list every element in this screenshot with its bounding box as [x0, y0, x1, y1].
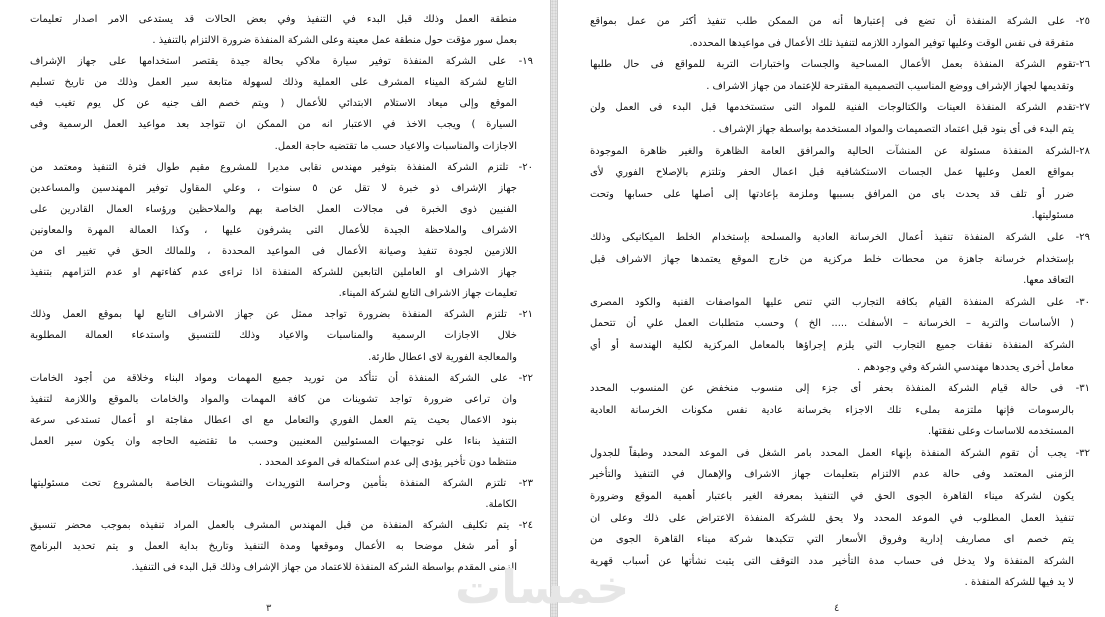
- text-line: بالرسومات فإنها ملتزمة بملىء تلك الاجزاء بخرسانة عادية نفس مكونات الخرسانة العادية: [590, 404, 1074, 416]
- text-line: يتم خصم اى مصاريف إدارية وفروق الأسعار التي تتكبدها شركة ميناء القاهرة الجوى من: [590, 534, 1074, 546]
- clause-paragraph: [590, 378, 1090, 443]
- text-line: الزمنى المعتمد وفى حالة عدم الالتزام بتعليمات جهاز الاشراف والإهمال في التنفيذ والتأخير: [590, 469, 1074, 481]
- text-line: الشركة المنفذة نفقات جميع التجارب التي يلزم إجراؤها بالمعامل المركزية لكلية الهندسة أو أي: [590, 339, 1074, 351]
- text-line: التعاقد معها.: [1023, 275, 1074, 287]
- text-line: ( الأساسات والتربة – الخرسانة – الأسفلت ..... الخ ) وحسب متطلبات العمل علي أن تتحمل: [590, 318, 1074, 330]
- text-line: ٢٢- على الشركة المنفذة أن تتأكد من توريد جميع المهمات ومواد البناء وخلاقة من أجود الخامات: [30, 372, 533, 384]
- text-line: السيارة ) ويجب الاخذ في الاعتبار انه من الممكن ان تتواجد بعد مواعيد العمل الرسمية وفى: [30, 119, 517, 131]
- document-page-left: [0, 0, 550, 617]
- clause-paragraph: [590, 11, 1090, 54]
- text-line: المستخدمه للاساسات وعلى نفقتها.: [928, 426, 1074, 438]
- clause-paragraph: [590, 227, 1090, 292]
- text-line: تنفيذ العمل المطلوب في الموعد المحدد ولا يحق للشركة المنفذة الاعتراض على ذلك وعلى ان: [590, 512, 1074, 524]
- clause-paragraph: [590, 443, 1090, 594]
- clause-paragraph: [30, 473, 533, 515]
- text-line: ٢٣- تلتزم الشركة المنفذة بتأمين وحراسة التوريدات والتشوينات الخاصة بالمشروع تحت مسئوليتها: [30, 478, 533, 490]
- text-line: ٢٧-تقدم الشركة المنفذة العينات والكتالوجات الفنية للمواد التى ستستخدمها قبل البدء فى العمل ولن: [590, 102, 1090, 114]
- clause-paragraph: [590, 54, 1090, 97]
- text-line: بمواقع العمل وعليها عمل الجسات الاستكشافية قبل اعمال الحفر وتلتزم بالإصلاح الفوري لأى: [590, 167, 1074, 179]
- text-line: منطقة العمل وذلك قبل البدء في التنفيذ وفي بعض الحالات قد يستدعى الامر اصدار تعليمات: [30, 14, 517, 25]
- page-number: ٣: [266, 603, 272, 614]
- clause-paragraph: [590, 141, 1090, 227]
- text-line: بإستخدام خرسانة جاهزة من محطات خلط مركزية من خارج الموقع يعتمدها جهاز الاشراف قبل: [590, 253, 1074, 265]
- text-line: مسئوليتها.: [1031, 210, 1074, 222]
- clause-paragraph: [30, 157, 533, 305]
- text-line: ٣١- فى حالة قيام الشركة المنفذة بحفر أى جزء إلى منسوب منخفض عن المنسوب المحدد: [590, 383, 1090, 395]
- text-line: بنود الاعمال بحيث يتم العمل الفوري والتعامل مع اى اعطال مفاجئة او أعمال تستدعى سرعة: [30, 414, 517, 426]
- text-line: ٢١- تلتزم الشركة المنفذة بضرورة تواجد ممثل عن جهاز الاشراف التابع لها بموقع العمل وذلك: [30, 309, 533, 321]
- text-line: ٣٢- يجب أن تقوم الشركة المنفذة بإنهاء العمل المحدد بامر الشغل فى الموعد المحدد وطبقاً للجدول: [590, 447, 1090, 459]
- page-gutter: [550, 0, 558, 617]
- clause-paragraph: [590, 97, 1090, 140]
- text-line: خلال الاجازات الرسمية والمناسبات والاعياد وذلك للتنسيق واستدعاء العمالة المطلوبة: [30, 330, 517, 342]
- text-line: متفرقة فى نفس الوقت وعليها توفير الموارد اللازمه لتنفيذ تلك الأعمال فى مواعيدها المحدده.: [689, 37, 1074, 49]
- text-line: التابع لشركة الميناء المشرف على العملية وذلك لسهولة متابعة سير العمل وذلك من تاريخ تسليم: [30, 77, 517, 89]
- text-line: الكاملة.: [485, 499, 517, 511]
- text-line: الاشراف والملاحظة الجيدة للأعمال التى يشرفون عليها ، وكذا العمالة المهرة والمعاونين: [30, 224, 517, 236]
- clause-paragraph: [30, 9, 533, 51]
- text-line: اللازمين لجودة تنفيذ وصيانة الأعمال فى المواعيد المحددة ، وللمالك الحق في تغيير اى من: [30, 246, 517, 258]
- watermark-logo: خمسات: [455, 560, 630, 614]
- clause-paragraph: [30, 368, 533, 473]
- text-line: التنفيذ بناءا على توجيهات المسئوليين المعنيين وحسب ما تقتضيه الحاجه وان يكون سير العمل: [30, 435, 517, 447]
- text-line: ٢٩- على الشركة المنفذة تنفيذ أعمال الخرسانة العادية والمسلحة بإستخدام الخلط الميكانيكى وذلك: [590, 231, 1090, 243]
- text-line: منتظما دون تأخير يؤدى إلى عدم استكماله فى الموعد المحدد .: [258, 456, 517, 468]
- text-line: الموقع وإلى ميعاد الاستلام الابتدائي للأعمال ( ويتم خصم الف جنيه عن كل يوم تغيب فيه: [30, 98, 517, 110]
- clause-paragraph: [30, 304, 533, 367]
- clause-paragraph: [590, 292, 1090, 378]
- text-line: ١٩- على الشركة المنفذة توفير سيارة ملاكي بحالة جيدة يقتصر استخدامها على جهاز الإشراف: [30, 56, 533, 68]
- text-line: ٢٠- تلتزم الشركة المنفذة بتوفير مهندس نقابى مديرا للمشروع مقيم طوال فترة التنفيذ ومعتمد من: [30, 161, 533, 173]
- text-line: ٢٦-تقوم الشركة المنفذة بعمل الأعمال المساحية والجسات واختبارات التربة للمواقع فى حال طلبها: [590, 59, 1090, 71]
- text-line: جهاز الإشراف ذو خبرة لا تقل عن ٥ سنوات ، وعلي المقاول توفير المهندسين والمساعدين: [30, 182, 517, 194]
- text-line: ٢٥- على الشركة المنفذة أن تضع فى إعتبارها أنه من الممكن طلب تنفيذ أكثر من عمل بمواقع: [590, 16, 1090, 27]
- text-line: وتقديمها لجهاز الإشراف ووضع المناسيب التصميمية المقترحة للإعتماد من جهاز الاشراف .: [706, 80, 1074, 92]
- page-number: ٤: [834, 603, 840, 614]
- text-line: وان تراعى ضرورة تواجد تشوينات من كافة المهمات والمواد والخامات بالموقع واللازمة لتنفيذ: [30, 393, 517, 405]
- text-line: ٢٤- يتم تكليف الشركة المنفذة من قبل المهندس المشرف بالعمل المراد تنفيذه بموجب محضر تنسيق: [30, 520, 533, 532]
- clause-paragraph: [30, 51, 533, 156]
- text-line: الزمنى المقدم بواسطة الشركة المنفذة للاعتماد من جهاز الإشراف وذلك قبل البدء فى التنفيذ.: [131, 562, 517, 574]
- text-line: ٢٨-الشركة المنفذة مسئولة عن المنشآت الحالية والمرافق العامة الظاهرة والغير ظاهرة الموجودة: [590, 145, 1090, 157]
- text-line: يكون لشركة ميناء القاهرة الجوى الحق في التنفيذ بمعرفة الغير باعتبار أهمية الموقع وضرورة: [590, 491, 1074, 503]
- document-page-right: [558, 0, 1105, 617]
- text-line: والمعالجة الفورية لاى اعطال طارئة.: [368, 351, 517, 363]
- text-line: ضرر أو تلف قد يحدث باى من المرافق بسببها وملزمة بإعادتها إلى أصلها على حسابها وتحت: [590, 188, 1074, 200]
- text-line: بعمل سور مؤقت حول منطقة عمل معينة وعلى الشركة المنفذة ضرورة الالتزام بالتنفيذ .: [152, 35, 517, 47]
- text-line: معامل أخرى يحددها مهندسي الشركة وفي وجودهم .: [857, 361, 1074, 373]
- text-line: جهاز الاشراف او العاملين التابعين للشركة المنفذة اذا تراءى عدم كفاءتهم او عدم التزامهم بتنفيذ: [30, 267, 517, 279]
- text-line: الشركة المنفذة ولا يدخل فى حساب مدة التأخير مدد التوقف التى يثبت نشأتها عن أسباب قهرية: [590, 555, 1074, 567]
- text-line: الاجازات والمناسبات والاعياد حسب ما تقتضيه حاجة العمل.: [274, 140, 517, 152]
- text-line: الفنيين ذوى الخبرة فى مجالات العمل الخاصة بهم والملاحظين ورؤساء العمال القادرين على: [30, 203, 517, 215]
- text-line: يتم البدء فى أى بنود قبل اعتماد التصميمات والمواد المستخدمة بواسطة جهاز الإشراف .: [712, 123, 1074, 135]
- text-line: لا يد فيها للشركة المنفذة .: [964, 577, 1074, 589]
- text-line: ٣٠- على الشركة المنفذة القيام بكافة التجارب التي تنص عليها المواصفات الفنية والكود المصرى: [590, 296, 1090, 308]
- text-line: أو أمر شغل موضحا به الأعمال وموقعها ومدة التنفيذ وتاريخ بداية العمل و يتم تحديد البرنامج: [30, 541, 517, 553]
- text-line: تعليمات جهاز الاشراف التابع لشركة الميناء.: [338, 288, 517, 300]
